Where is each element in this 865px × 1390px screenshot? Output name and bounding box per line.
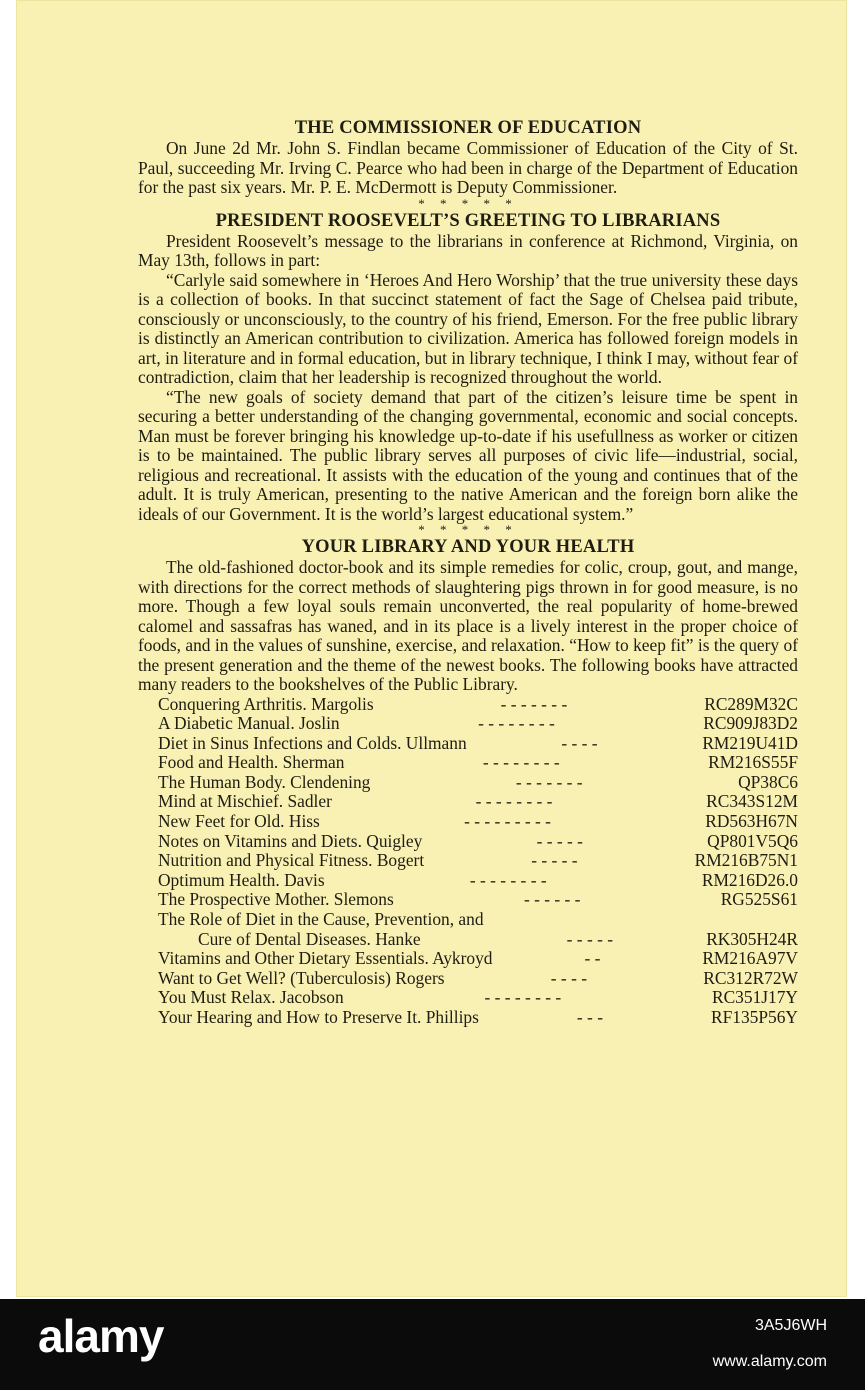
book-title: The Human Body. Clendening — [158, 771, 371, 792]
call-number: RD563H67N — [705, 811, 798, 832]
dash-leader: - - - - - - - - — [469, 869, 547, 890]
dash-leader: - - - - - - - — [515, 771, 583, 792]
dash-leader: - - - - - — [566, 928, 614, 949]
dash-leader: - - - - - - - - — [475, 791, 553, 812]
dash-leader: - - - - - — [536, 830, 583, 851]
document-page — [16, 0, 847, 1297]
health-paragraph: The old-fashioned doctor-book and its simple remedies for colic, croup, gout, and mange, with directions for the correct methods of slaughtering pigs thrown in for good measure, is no more. Though a few loyal souls remain unconverted, the real popularity of home-brewed calomel and sassafras has waned, and in its place is a lively interest in the proper choice of foods, and in the values of sunshine, exercise, and relaxation. “How to keep fit” is the query of the present generation and the theme of the newest books. The following books have attracted many readers to the bookshelves of the Public Library. — [138, 557, 798, 694]
image-id: 3A5J6WH — [754, 1317, 827, 1334]
call-number: RM216A97V — [702, 948, 798, 969]
call-number: RC312R72W — [703, 967, 798, 988]
book-title: You Must Relax. Jacobson — [158, 987, 344, 1008]
commissioner-paragraph: On June 2d Mr. John S. Findlan became Commissioner of Education of the City of St. Paul, succeeding Mr. Irving C. Pearce who had been in charge of the Department of Education for the past six years. Mr. P. E. McDermott is Deputy Commissioner. — [138, 138, 798, 197]
call-number: RF135P56Y — [711, 1007, 798, 1027]
dash-leader: - - — [584, 948, 601, 969]
call-number: RM216S55F — [708, 752, 798, 773]
book-title: New Feet for Old. Hiss — [158, 811, 320, 832]
dash-leader: - - - - - - - — [500, 693, 568, 714]
roosevelt-intro-paragraph: President Roosevelt’s message to the librarians in conference at Richmond, Virginia, on May 13th, follows in part: — [138, 230, 798, 270]
book-entry — [138, 949, 798, 969]
book-title: The Role of Diet in the Cause, Prevention, and — [158, 909, 484, 930]
book-entry — [138, 832, 798, 852]
book-entry — [138, 1008, 798, 1028]
book-entry — [138, 753, 798, 773]
call-number: QP801V5Q6 — [707, 830, 798, 851]
book-entry — [138, 910, 798, 949]
call-number: RC351J17Y — [711, 987, 798, 1008]
call-number: RG525S61 — [720, 889, 798, 910]
section-title-health: YOUR LIBRARY AND YOUR HEALTH — [301, 537, 635, 557]
book-title: Mind at Mischief. Sadler — [158, 791, 332, 812]
dash-leader: - - - - - - - - — [478, 713, 555, 734]
book-title: Conquering Arthritis. Margolis — [158, 693, 374, 714]
call-number: RK305H24R — [706, 928, 798, 949]
book-entry — [138, 792, 798, 812]
call-number: RM216D26.0 — [701, 869, 798, 890]
book-title-two-line — [158, 910, 484, 949]
roosevelt-quote-paragraph-2: “The new goals of society demand that part of the citizen’s leisure time be spent in securing a better understanding of the changing governmental, economic and social concepts. Man must be forever bringing his knowledge up-to-date if his usefullness as worker or citizen is to be maintained. The public library serves all purposes of civic life—industrial, social, religious and recreational. It assists with the education of the young and continues that of the adult. It is truly American, presenting to the native American and the foreign born alike the ideals of our Government. It is the world’s largest educational system.” — [138, 386, 798, 524]
book-list — [138, 695, 798, 1028]
book-entry — [138, 714, 798, 734]
book-title: Your Hearing and How to Preserve It. Phillips — [158, 1007, 479, 1027]
book-title: Food and Health. Sherman — [158, 752, 345, 773]
dash-leader: - - - - - — [531, 850, 578, 871]
call-number: RM219U41D — [702, 732, 798, 753]
book-entry — [138, 988, 798, 1008]
dash-leader: - - - - - - - - — [484, 987, 562, 1008]
book-entry — [138, 851, 798, 871]
call-number: RC343S12M — [706, 791, 798, 812]
book-title: Notes on Vitamins and Diets. Quigley — [158, 830, 423, 851]
dash-leader: - - - - - - - - — [482, 752, 560, 773]
book-entry — [138, 969, 798, 989]
book-title: Vitamins and Other Dietary Essentials. Aykroyd — [158, 948, 493, 969]
dash-leader: - - - - — [561, 732, 598, 753]
book-entry — [138, 695, 798, 715]
call-number: QP38C6 — [738, 771, 798, 792]
call-number: RC289M32C — [704, 693, 798, 714]
book-entry — [138, 773, 798, 793]
book-entry — [138, 734, 798, 754]
dash-leader: - - - - - - — [523, 889, 581, 910]
call-number: RM216B75N1 — [694, 850, 798, 871]
book-entry — [138, 812, 798, 832]
dash-leader: - - - - - - - - - — [464, 811, 551, 832]
dash-leader: - - - — [576, 1007, 603, 1027]
call-number: RC909J83D2 — [703, 713, 798, 734]
section-title-roosevelt: PRESIDENT ROOSEVELT’S GREETING TO LIBRARIANS — [215, 210, 721, 231]
alamy-logo: alamy — [38, 1310, 164, 1362]
site-url: www.alamy.com — [712, 1353, 827, 1370]
section-divider: * * * * * — [418, 522, 518, 537]
roosevelt-quote-paragraph-1: “Carlyle said somewhere in ‘Heroes And Hero Worship’ that the true university these days is a collection of books. In that succinct statement of fact the Sage of Chelsea paid tribute, consciously or unconsciously, to the country of his friend, Emerson. For the free public library is distinctly an American contribution to civilization. America has followed foreign models in art, in literature and in formal education, but in library technique, I think I may, without fear of contradiction, claim that her leadership is recognized throughout the world. — [138, 269, 798, 387]
book-title: Optimum Health. Davis — [158, 869, 325, 890]
book-title: Nutrition and Physical Fitness. Bogert — [158, 850, 425, 871]
book-title-continued: Cure of Dental Diseases. Hanke — [198, 928, 421, 949]
book-title: Want to Get Well? (Tuberculosis) Rogers — [158, 967, 445, 988]
section-title-commissioner: THE COMMISSIONER OF EDUCATION — [294, 118, 642, 138]
book-title: Diet in Sinus Infections and Colds. Ullmann — [158, 732, 467, 753]
book-entry — [138, 871, 798, 891]
book-title: A Diabetic Manual. Joslin — [158, 713, 340, 734]
dash-leader: - - - - — [550, 967, 588, 988]
section-divider: * * * * * — [418, 195, 518, 211]
watermark-footer — [0, 1299, 865, 1390]
book-entry — [138, 890, 798, 910]
book-title: The Prospective Mother. Slemons — [158, 889, 394, 910]
page-content — [138, 117, 798, 1028]
